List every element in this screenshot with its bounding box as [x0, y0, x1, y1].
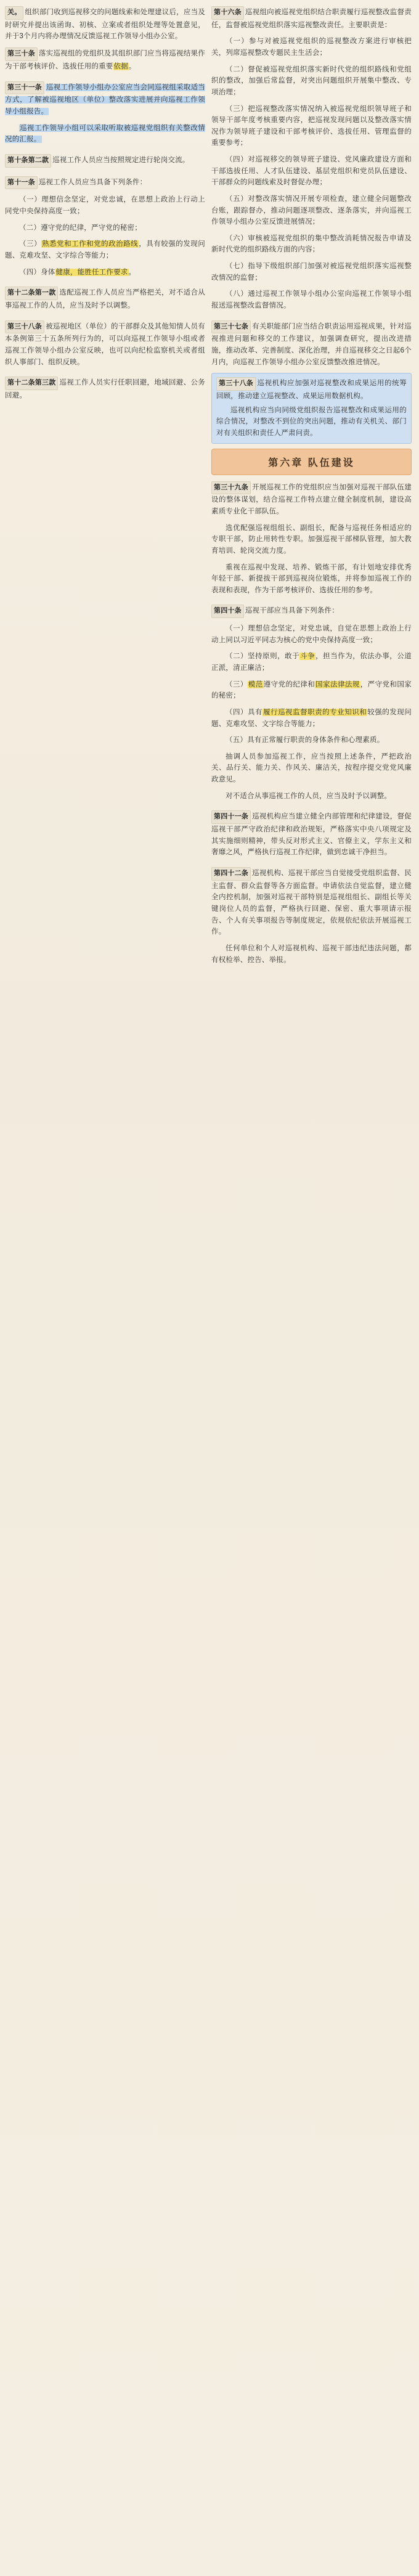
- paragraph-text: （四）对巡视移交的领导班子建设、党风廉政建设方面和干部选拔任用、人才队伍建设、基层党组织和党员队伍建设、干部群众的问题线索及时督促办理；: [211, 156, 412, 187]
- paragraph-text: 开展巡视工作的党组织应当加强对巡视干部队伍建设的整体谋划，结合巡视工作特点建立健全制度机制，建设高素质专业化干部队伍。: [211, 483, 412, 515]
- two-column-layout: [5, 6, 414, 971]
- article-lead: 第十二条第一款: [5, 287, 58, 300]
- highlight-yellow: 健康，能胜任工作要求: [55, 268, 128, 276]
- article-lead: 第四十条: [211, 605, 244, 618]
- paragraph: [211, 751, 412, 786]
- paragraph-text: （四）身体: [19, 268, 55, 276]
- paragraph-text: （三）: [19, 240, 42, 248]
- paragraph: [5, 123, 205, 145]
- paragraph-text-mid: 较强的发现问题、克难攻坚、文字综合等能力；: [211, 708, 412, 728]
- paragraph-text: （一）参与对被巡视党组织的巡视整改方案进行审核把关，列席巡视整改专题民主生活会；: [211, 38, 412, 57]
- paragraph-text-mid: 遵守党的纪律和: [263, 680, 315, 688]
- paragraph: [211, 562, 412, 597]
- highlight-yellow: 履行巡视监督职责的专业知识和: [263, 708, 367, 716]
- paragraph: [5, 238, 205, 261]
- article-lead: 第三十八条: [216, 377, 256, 391]
- paragraph: [5, 176, 205, 190]
- article-lead: 第三十七条: [211, 320, 251, 334]
- paragraph-text: 巡视工作人员应当按照规定进行轮岗交流。: [52, 156, 190, 164]
- left-column: [5, 6, 205, 407]
- paragraph: [5, 377, 205, 401]
- paragraph: [211, 36, 412, 59]
- paragraph: [211, 64, 412, 99]
- article-lead: 第三十条: [5, 47, 38, 61]
- paragraph-text: （四）具有: [226, 708, 263, 716]
- highlight-yellow: 依据: [113, 62, 128, 70]
- highlighted-article-box: [211, 373, 412, 443]
- paragraph: [216, 377, 407, 402]
- paragraph-text: 巡视机构应当建立健全内部管理和纪律建设，督促巡视干部严守政治纪律和政治规矩，严格落实中央八项规定及其实施细则精神，带头反对形式主义、官僚主义，学东主义和奢靡之风，严格执行巡视工作纪律，做到忠诚干净担当。: [211, 813, 412, 857]
- paragraph-text: （二）坚持原则，敢于: [226, 653, 300, 661]
- paragraph-text: 重视在巡视中发现、培养、锻炼干部，有计划地安排优秀年轻干部、新提拔干部到巡视岗位锻炼，并将参加巡视工作的表现和表现，作为干部考核评价、选拔任用的参考。: [211, 563, 412, 594]
- paragraph: [211, 735, 412, 746]
- paragraph-text: 巡视工作人员实行任职回避，地域回避、公务回避。: [5, 379, 205, 400]
- paragraph: [211, 791, 412, 802]
- paragraph: [5, 320, 205, 369]
- paragraph-text: 巡视机构、巡视干部应当自觉接受党组织监督、民主监督、群众监督等各方面监督。申请依法自觉监督，建立健全内控机制，加强对巡视干部特别是巡视组组长、副组长等关键岗位人员的监督，严格执行回避、保密、重大事项请示报告、个人有关事项报告等制度规定，依规依纪依法开展巡视工作。: [211, 870, 412, 936]
- paragraph: [211, 810, 412, 858]
- article-lead: 第三十一条: [5, 81, 44, 95]
- paragraph-text: （一）理想信念坚定，对党忠诚，在思想上政治上行动上同党中央保持高度一致；: [5, 196, 205, 216]
- paragraph-text: 被巡视地区（单位）的干部群众及其他知情人员有本条例第三十五条所列行为的，可以向巡视工作领导小组或者巡视工作领导小组办公室反映，也可以向纪检监察机关或者组织人事部门、组织反映。: [5, 322, 205, 366]
- paragraph-text: 组织部门收到巡视移交的问题线索和处理建议后，应当及时研究并提出该函询、初核、立案或者组织处理等处置意见，并于3个月内将办理情况反馈巡视工作领导小组办公室。: [5, 9, 205, 41]
- highlight-blue: 巡视工作领导小组可以采取听取被巡视党组织有关整改情况的汇报。: [5, 124, 205, 144]
- article-lead: 第四十二条: [211, 867, 251, 881]
- paragraph: [211, 261, 412, 283]
- paragraph: [211, 605, 412, 618]
- highlight-yellow: 模范: [248, 680, 263, 688]
- paragraph: [211, 288, 412, 311]
- paragraph: [211, 104, 412, 150]
- paragraph: [5, 81, 205, 118]
- article-lead: 第三十八条: [5, 320, 44, 334]
- paragraph-text: 巡视工作人员应当具备下列条件：: [38, 178, 147, 186]
- paragraph-text: （三）把巡视整改落实情况纳入被巡视党组织领导班子和领导干部年度考核重要内容，把巡视发现问题以及整改落实情况作为领导班子建设和干部考核评价、选拔任用、管理监督的重要参考；: [211, 105, 412, 147]
- paragraph-text: （六）审核被巡视党组织的集中整改消耗情况报告申请及新时代党的组织路线方面的内容；: [211, 234, 412, 254]
- paragraph-text: （二）督促被巡视党组织落实新时代党的组织路线和党组织的整改，加强后常监督，对突出问题组织开展集中整改、专项治理；: [211, 65, 412, 96]
- right-column: [211, 6, 412, 971]
- paragraph: [211, 481, 412, 518]
- paragraph: [211, 6, 412, 31]
- paragraph-text-after: 。: [128, 268, 136, 276]
- paragraph: [5, 154, 205, 168]
- paragraph: [211, 943, 412, 966]
- article-lead: 第十六条: [211, 6, 244, 20]
- paragraph-text: 巡视机构应当向同级党组织报告巡视整改和成果运用的综合情况，对整改不到位的突出问题，推动有关机关、部门对有关组织和责任人严肃问责。: [216, 406, 407, 437]
- paragraph: [211, 623, 412, 646]
- paragraph: [211, 233, 412, 256]
- article-lead: 第三十九条: [211, 481, 251, 495]
- paragraph-text: 选优配强巡视组组长、副组长，配备与巡视任务相适应的专职干部，防止用转性专职。加强巡视干部梯队管理，加大教育培训、轮岗交流力度。: [211, 524, 412, 555]
- chapter-heading: 第六章 队伍建设: [211, 449, 412, 475]
- paragraph-text: 巡视组向被巡视党组织结合职责履行巡视整改监督责任，监督被巡视党组织落实巡视整改责任。主要职责是：: [211, 9, 412, 29]
- article-lead: 第十条第二款: [5, 154, 51, 168]
- paragraph-text: （五）对整改落实情况开展专项检查，建立健全问题整改台账，跟踪督办，推动问题逐项整改、逐条落实，并向巡视工作领导小组办公室反馈进展情况；: [211, 195, 412, 226]
- paragraph: [211, 867, 412, 938]
- paragraph: [211, 320, 412, 369]
- paragraph-tail: 。: [128, 62, 136, 70]
- article-lead: 关。: [5, 6, 23, 20]
- paragraph: [5, 6, 205, 43]
- paragraph: [211, 523, 412, 557]
- highlight-yellow: 熟悉党和工作和党的政治路线: [42, 240, 139, 248]
- paragraph: [211, 194, 412, 228]
- paragraph: [5, 194, 205, 217]
- article-lead: 第四十一条: [211, 810, 251, 824]
- paragraph-text: （三）: [226, 680, 248, 688]
- paragraph-text: （二）遵守党的纪律，严守党的秘密；: [19, 224, 142, 232]
- paragraph: [211, 679, 412, 702]
- highlight-yellow: 斗争: [300, 653, 315, 661]
- paragraph-text-after: ，担当作为，依法办事，公道正派，清正廉洁；: [211, 653, 412, 672]
- paragraph-text: 巡视机构应加强对巡视整改和成果运用的统筹回顾，推动建立巡视整改、成果运用数据机构。: [216, 380, 407, 401]
- paragraph-text: 有关职能部门应当结合职责运用巡视成果，针对巡视推进问题和移交的工作建议，加强调查研究，提出改进措施，推动改革、完善制度、深化治理，并自巡视移交之日起6个月内，向巡视工作领导小组办公室反馈整改推进情况。: [211, 322, 412, 366]
- paragraph: [211, 707, 412, 730]
- paragraph: [211, 651, 412, 674]
- paragraph-text: 落实巡视组的党组织及其组织部门应当将巡视结果作为干部考核评价、选拔任用的重要: [5, 50, 205, 70]
- paragraph-text: （七）指导下级组织部门加强对被巡视党组织落实巡视整改情况的监督；: [211, 263, 412, 282]
- paragraph: [5, 267, 205, 279]
- paragraph: [211, 154, 412, 189]
- paragraph: [5, 47, 205, 72]
- paragraph-text: 任何单位和个人对巡视机构、巡视干部违纪违法问题，都有权检举、控告、举报。: [211, 944, 412, 964]
- article-lead: 第十一条: [5, 176, 38, 190]
- paragraph: [5, 222, 205, 234]
- highlight-yellow: 国家法律法规: [315, 680, 360, 688]
- paragraph: [5, 287, 205, 311]
- paragraph: [216, 405, 407, 439]
- paragraph-text: 抽调人员参加巡视工作，应当按照上述条件，严把政治关、品行关、能力关、作风关、廉洁关，按程序提交党党风廉政意见。: [211, 752, 412, 784]
- paragraph-text: （八）通过巡视工作领导小组办公室向巡视工作领导小组报送巡视整改监督情况。: [211, 290, 412, 309]
- highlight-blue: 巡视工作领导小组办公室应当会同巡视组采取适当方式，了解被巡视地区（单位）整改落实进展并向巡视工作领导小组报告。: [5, 83, 205, 115]
- paragraph-text: 对不适合从事巡视工作的人员，应当及时予以调整。: [226, 792, 392, 800]
- paragraph-text: （一）理想信念坚定，对党忠诚，自觉在思想上政治上行动上同以习近平同志为核心的党中央保持高度一致；: [211, 625, 412, 644]
- article-lead: 第十二条第三款: [5, 377, 58, 390]
- paragraph-text: （五）具有正常履行职责的身体条件和心理素质。: [226, 736, 384, 744]
- paragraph-text: 巡视干部应当具备下列条件：: [245, 607, 339, 615]
- paragraph-text-after: ，严守党和国家的秘密；: [211, 680, 412, 700]
- paragraph-text: 选配巡视工作人员应当严格把关，对不适合从事巡视工作的人员，应当及时予以调整。: [5, 289, 205, 309]
- paragraph-text-after: ，具有较强的发现问题、克难攻坚、文字综合等能力；: [5, 240, 205, 259]
